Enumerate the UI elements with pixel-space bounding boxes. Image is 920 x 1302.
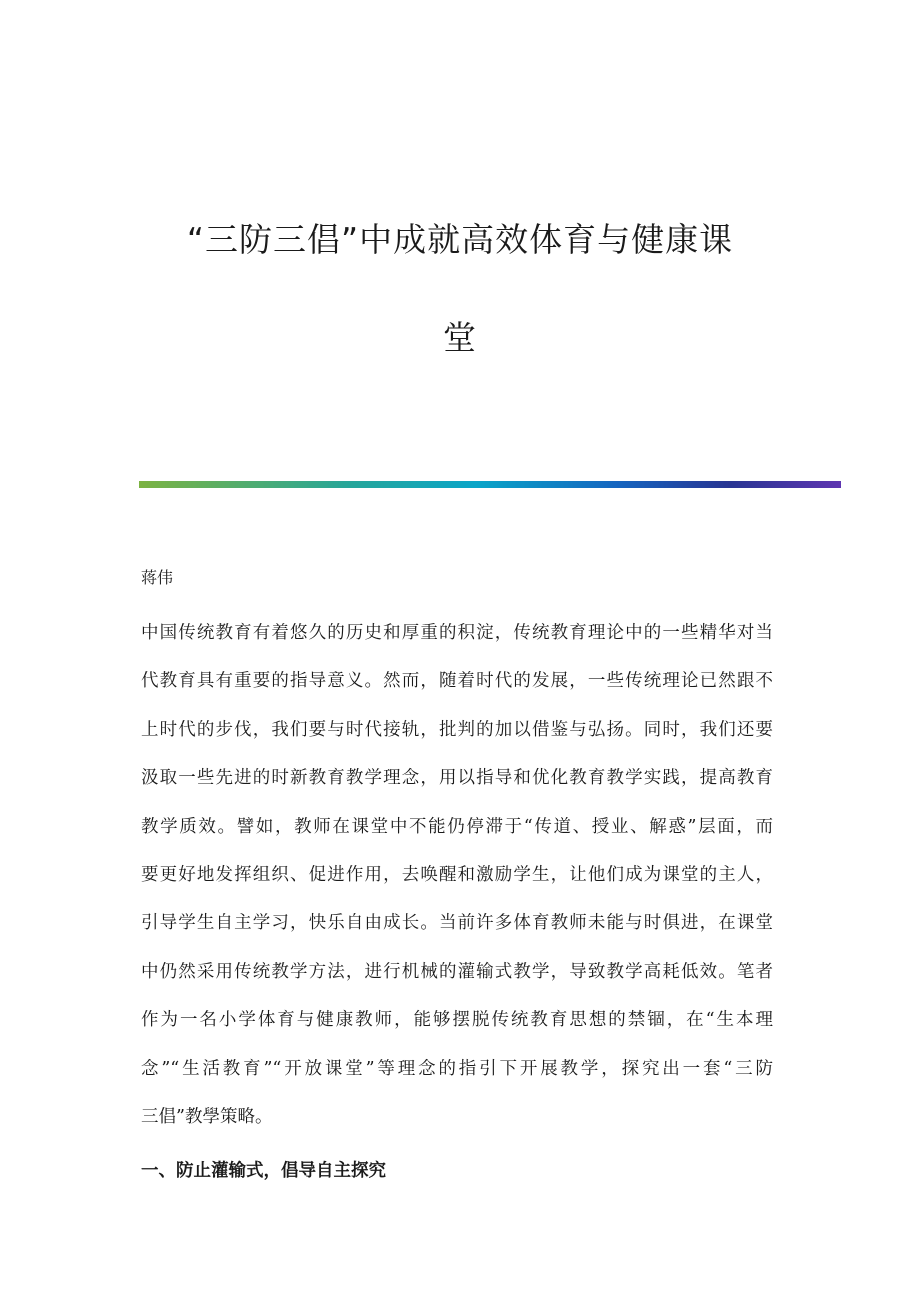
paragraph-line: 念”“生活教育”“开放课堂”等理念的指引下开展教学，探究出一套“三防 [141, 1058, 773, 1079]
paragraph-line: 要更好地发挥组织、促进作用，去唤醒和激励学生，让他们成为课堂的主人， [141, 864, 773, 885]
paragraph-line: 教学质效。譬如，教师在课堂中不能仍停滞于“传道、授业、解惑”层面，而 [141, 816, 773, 837]
paragraph-line: 上时代的步伐，我们要与时代接轨，批判的加以借鉴与弘扬。同时，我们还要 [141, 719, 773, 740]
paragraph-line: 中仍然采用传统教学方法，进行机械的灌输式教学，导致教学高耗低效。笔者 [141, 961, 773, 982]
section-heading: 一、防止灌输式，倡导自主探究 [141, 1161, 386, 1181]
gradient-divider [139, 481, 841, 488]
body-paragraph [141, 621, 773, 1153]
paragraph-line: 三倡”教學策略。 [141, 1106, 273, 1127]
document-title-line-2: 堂 [443, 318, 477, 357]
paragraph-line: 代教育具有重要的指导意义。然而，随着时代的发展，一些传统理论已然跟不 [141, 671, 773, 692]
paragraph-line: 作为一名小学体育与健康教师，能够摆脱传统教育思想的禁锢，在“生本理 [141, 1010, 773, 1031]
author-name: 蒋伟 [141, 568, 174, 587]
paragraph-line: 中国传统教育有着悠久的历史和厚重的积淀，传统教育理论中的一些精华对当 [141, 623, 773, 643]
paragraph-line: 引导学生自主学习，快乐自由成长。当前许多体育教师未能与时俱进，在课堂 [141, 913, 773, 934]
document-title-line-1: “三防三倡”中成就高效体育与健康课 [186, 220, 734, 259]
paragraph-line: 汲取一些先进的时新教育教学理念，用以指导和优化教育教学实践，提高教育 [141, 768, 773, 789]
